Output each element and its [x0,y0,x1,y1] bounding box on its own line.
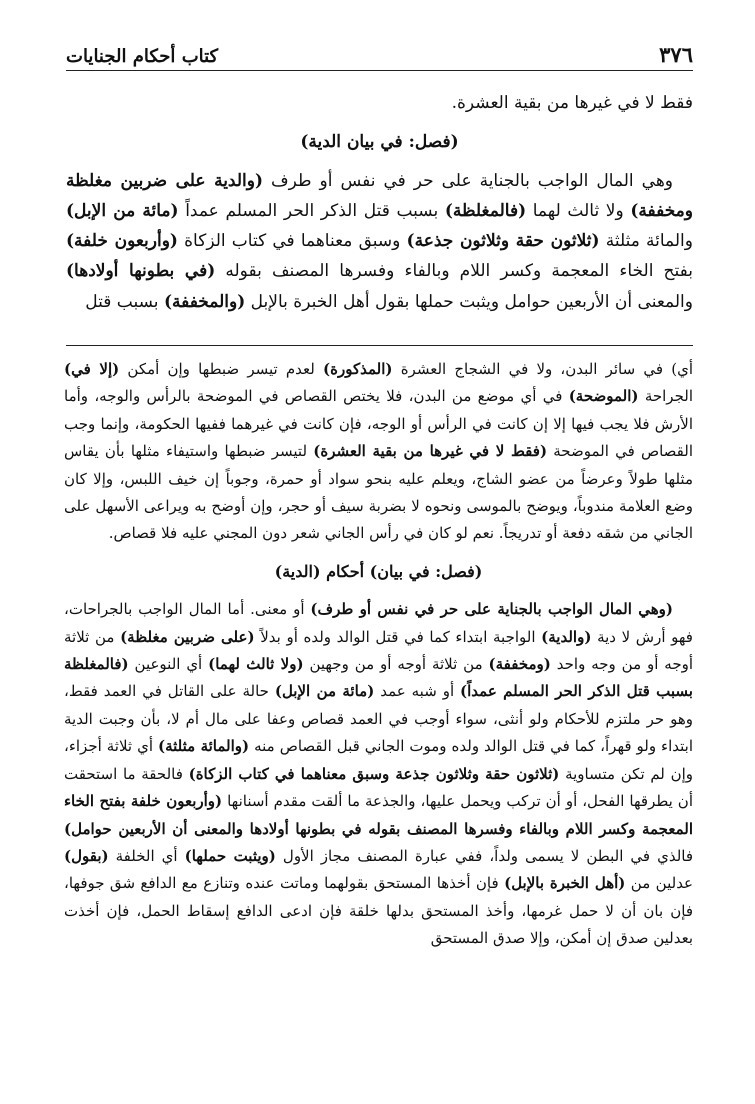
bold-run: (والدية) [541,627,592,646]
text-run: وهي المال الواجب بالجناية على حر في نفس أو طرف [263,170,673,191]
text-run: لتيسر ضبطها واستيفاء مثلها بأن يقاس مثلها طولاً وعرضاً من عضو الشاج، ويعلم عليه بنحو سواد أو حمرة، وجوباً إن خيف اللبس، وإلا كان وضع العلامة مندوباً، ويوضح بالموسى ونحوه لا بضربة سيف أو حجر، وإن أوضح به ويراعى الأسهل على الجاني من شقه دفعة أو تدريجاً. نعم لو كان في رأس الجاني شعر دون المجني عليه فلا قصاص. [64,442,693,543]
text-run: حالة على القاتل في العمد فقط، وهو حر ملتزم للأحكام ولو أنثى، سواء أوجب في العمد قصاص وعفا على مال أم لا، بأن وجبت الدية ابتداء ولو قهراً، كما في قتل الوالد ولده وموت الجاني قبل القصاص منه [64,682,694,756]
text-run: أي النوعين [128,655,209,674]
text-run: بسبب قتل [85,291,164,312]
bold-run: (المذكورة) [323,360,393,378]
commentary-text [64,356,693,953]
text-run: من ثلاثة أوجه أو من وجهين [303,655,489,674]
text-run: أو شبه عمد [374,682,461,701]
text-run: أي الخلفة [108,846,185,865]
text-run: بفتح الخاء المعجمة وكسر اللام وبالفاء وفسرها المصنف بقوله [215,261,693,282]
text-run: بسبب قتل الذكر الحر المسلم عمداً [178,200,445,221]
text-run: والمعنى أن الأربعين حوامل ويثبت حملها بقول أهل الخبرة بالإبل [245,291,693,312]
commentary-paragraph [64,356,693,548]
running-title: كتاب أحكام الجنايات [66,46,219,67]
text-run: أو معنى. أما المال الواجب بالجراحات، فهو أرش لا دية [64,600,693,646]
text-run: أي ثلاثة أجزاء، وإن لم تكن متساوية [64,737,694,783]
main-paragraph [66,166,693,317]
text-run: وسبق معناهما في كتاب الزكاة [177,231,407,252]
bold-run: (بقول) [64,846,109,865]
bold-run: (وهي المال الواجب بالجناية على حر في نفس أو طرف) [310,600,673,619]
bold-run: (ولا ثالث لهما) [208,655,304,674]
bold-run: (مائة من الإبل) [66,200,179,221]
bold-run: (والدية على ضربين مغلظة ومخففة) [66,170,693,221]
text-run: فالحقة ما استحقت أن يطرقها الفحل، أو أن تركب ويحمل عليها، والجذعة ما ألقت مقدم أسنانها [64,764,693,811]
bold-run: (والمخففة) [163,291,246,312]
bold-run: (ويثبت حملها) [184,846,276,865]
continuation-line: فقط لا في غيرها من بقية العشرة. [451,93,693,113]
bold-run: (وأربعون خلفة بفتح الخاء المعجمة وكسر اللام وبالفاء وفسرها المصنف بقوله في بطونها أولادها والمعنى أن الأربعين حوامل) [64,792,693,838]
text-run: فإن أخذها المستحق بقولهما وماتت عنده وتنازع مع الدافع شق جوفها، فإن بان أن لا حمل غرمها، وأخذ المستحق بدلها خلقة فإن ادعى الدافع إسقاط الحمل، فإن أخذت بعدلين صدق إن أمكن، وإلا صدق المستحق [64,874,693,948]
bold-run: (إلا في) [64,360,120,378]
bold-run: (ومخففة) [488,655,551,674]
page-number: ٣٧٦ [659,42,693,67]
text-run: أي) في سائر البدن، ولا في الشجاج العشرة [392,360,693,378]
bold-run: (أهل الخبرة بالإبل) [504,874,626,893]
page-header [66,40,693,71]
text-run: فالذي في البطن لا يسمى ولداً، ففي عبارة المصنف مجاز الأول [275,846,694,865]
section-heading: (فصل: في بيان الدية) [300,132,459,153]
text-run: عدلين من [625,874,694,893]
text-run: في أي موضع من البدن، فلا يختص القصاص في الموضحة بالرأس والوجه، وأما الأرش فلا يجب فيها إلا إن كانت في الرأس أو الوجه، فإن كانت في غيرهما ففيها الحكومة، وإنما وجب القصاص في الموضحة [64,387,694,461]
text-run: من ثلاثة أوجه أو من وجه واحد [64,627,694,674]
text-run: الواجبة ابتداء كما في قتل الوالد ولده أو بدلاً [254,627,542,646]
text-run: ولا ثالث لهما [526,200,631,221]
commentary-heading: (فصل: في بيان) أحكام (الدية) [274,561,483,581]
bold-run: (ثلاثون حقة وثلاثون جذعة وسبق معناهما في كتاب الزكاة) [188,764,560,783]
text-run: الجراحة [638,387,693,406]
main-text [66,88,693,317]
bold-run: (مائة من الإبل) [274,682,375,701]
bold-run: (فالمغلظة بسبب قتل الذكر الحر المسلم عمداً) [64,655,693,701]
bold-run: (فالمغلظة) [444,200,527,221]
text-run: لعدم تيسر ضبطها وإن أمكن [119,360,324,378]
bold-run: (في بطونها أولادها) [66,261,216,282]
bold-run: (ثلاثون حقة وثلاثون جذعة) [406,231,600,252]
bold-run: (فقط لا في غيرها من بقية العشرة) [313,442,548,461]
bold-run: (الموضحة) [568,387,639,406]
bold-run: (والمائة مثلثة) [157,737,250,756]
text-run: والمائة مثلثة [599,231,693,252]
bold-run: (وأربعون خلفة) [66,231,178,252]
footnote-divider [66,345,693,346]
bold-run: (على ضربين مغلظة) [120,627,255,646]
commentary-paragraph [64,596,693,952]
